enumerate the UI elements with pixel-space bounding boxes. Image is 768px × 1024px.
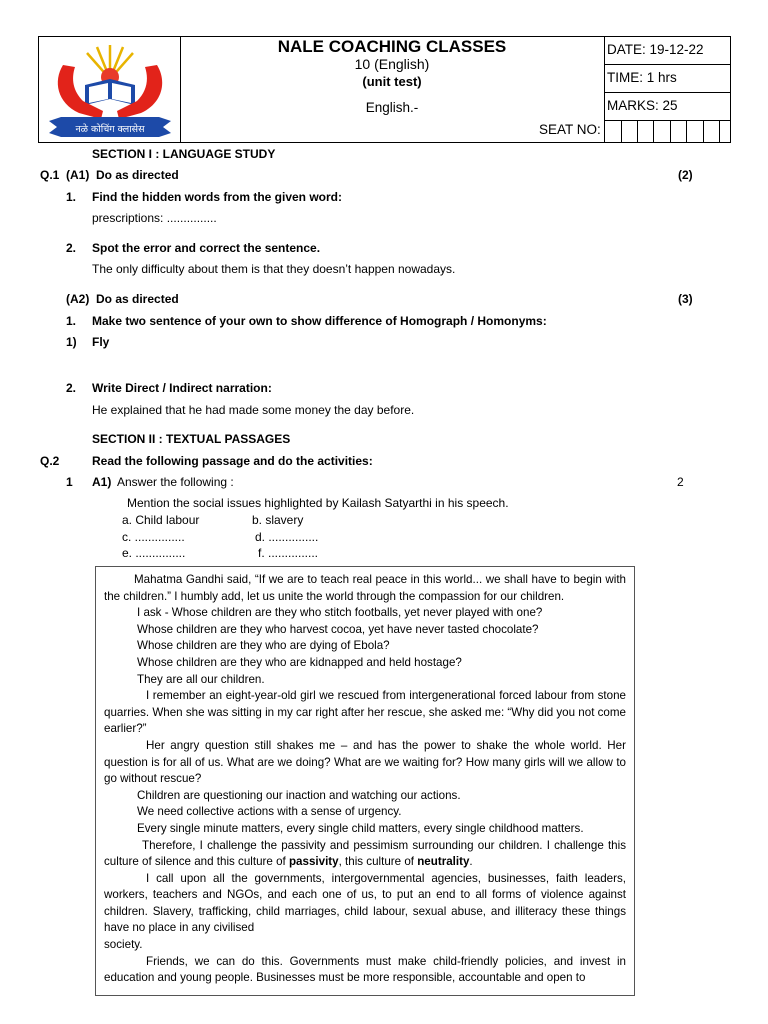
passage-text: , this culture of	[338, 855, 418, 869]
a2-label: (A2)	[66, 292, 90, 306]
section-2-title: SECTION II : TEXTUAL PASSAGES	[92, 432, 291, 446]
passage-paragraph: Every single minute matters, every single child matters, every single childhood matters.	[137, 821, 584, 835]
date-label: DATE: 19-12-22	[607, 42, 704, 57]
q2-instruction: Mention the social issues highlighted by Kailash Satyarthi in his speech.	[127, 496, 509, 510]
passage-text: .	[469, 855, 473, 869]
time-label: TIME: 1 hrs	[607, 70, 677, 85]
school-logo	[45, 41, 175, 139]
item-2-question: Spot the error and correct the sentence.	[92, 241, 321, 255]
item-1-answer: prescriptions: ...............	[92, 211, 217, 225]
a1-label: (A1)	[66, 168, 90, 182]
passage-paragraph: They are all our children.	[137, 672, 265, 686]
a2-item-2-number: 2.	[66, 381, 77, 395]
q2-item-number: 1	[66, 475, 73, 489]
option-d: d. ...............	[255, 530, 319, 544]
test-type: (unit test)	[362, 74, 422, 89]
passage-paragraph: I call upon all the governments, intergovernmental agencies, businesses, faith leaders, workers, teachers and NGOs, and each one of us, to put an end to all forms of violence against children. Slavery, trafficking, child marriages, child labour, sexual abuse, and illiteracy these things have no place in any civilised	[104, 871, 626, 935]
passage-paragraph: Children are questioning our inaction and watching our actions.	[137, 788, 461, 802]
a2-sub-word: Fly	[92, 335, 110, 349]
option-c: c. ...............	[122, 530, 185, 544]
section-1-title: SECTION I : LANGUAGE STUDY	[92, 147, 276, 161]
class-label: 10 (English)	[354, 56, 430, 72]
q2-a1-label: A1)	[92, 475, 112, 489]
item-1-number: 1.	[66, 190, 77, 204]
passage-paragraph: Whose children are they who are kidnapped and held hostage?	[137, 655, 462, 669]
logo-text: नळे कोचिंग क्लासेस	[75, 124, 145, 135]
seat-label: SEAT NO:	[539, 122, 601, 137]
option-e: e. ...............	[122, 546, 186, 560]
passage-paragraph: Friends, we can do this. Governments must make child-friendly policies, and invest in education and young people. Businesses must be more responsible, accountable and open to	[104, 954, 626, 985]
passage-box	[95, 566, 635, 996]
item-2-number: 2.	[66, 241, 77, 255]
a2-sub-number: 1)	[66, 335, 77, 349]
q2-number: Q.2	[40, 454, 60, 468]
option-b: b. slavery	[252, 513, 304, 527]
a1-title: Do as directed	[96, 168, 179, 182]
passage-bold-word: neutrality	[417, 855, 470, 869]
passage-paragraph: We need collective actions with a sense of urgency.	[137, 805, 402, 819]
q2-a1-title: Answer the following :	[117, 475, 234, 489]
a1-marks: (2)	[678, 168, 693, 182]
passage-paragraph: Whose children are they who are dying of Ebola?	[137, 639, 390, 653]
a2-item-1-question: Make two sentence of your own to show difference of Homograph / Homonyms:	[92, 314, 547, 328]
passage-paragraph: Mahatma Gandhi said, “If we are to teach real peace in this world... we shall have to begin with the children.” I humbly add, let us unite the world through the compassion for our children.	[104, 573, 626, 603]
a2-item-2-question: Write Direct / Indirect narration:	[92, 381, 272, 395]
school-name: NALE COACHING CLASSES	[277, 37, 507, 56]
q1-number: Q.1	[40, 168, 60, 182]
passage-text: Therefore, I challenge the passivity and pessimism surrounding our children. I challenge this culture of silence and this culture of	[104, 838, 626, 869]
passage-paragraph: society.	[104, 938, 143, 952]
a2-title: Do as directed	[96, 292, 179, 306]
a2-marks: (3)	[678, 292, 693, 306]
q2-a1-marks: 2	[677, 475, 684, 489]
passage-paragraph: I remember an eight-year-old girl we rescued from intergenerational forced labour from stone quarries. When she was sitting in my car right after her rescue, she asked me: “Why did you not come earlier?”	[104, 689, 626, 736]
item-2-answer: The only difficulty about them is that they doesn’t happen nowadays.	[92, 262, 456, 276]
option-a: a. Child labour	[122, 513, 200, 527]
passage-paragraph: Her angry question still shakes me – and has the power to shake the whole world. Her question is for all of us. What are we doing? What are we waiting for? How many girls will we allow to go without rescue?	[104, 738, 626, 786]
passage-paragraph: I ask - Whose children are they who stitch footballs, yet never played with one?	[137, 606, 543, 620]
option-f: f. ...............	[258, 546, 319, 560]
header-table	[38, 36, 731, 143]
marks-label: MARKS: 25	[607, 98, 678, 113]
passage-paragraph: Whose children are they who harvest cocoa, yet have never tasted chocolate?	[137, 622, 539, 636]
subject-label: English.-	[365, 100, 419, 115]
passage-paragraph	[104, 838, 626, 871]
item-1-question: Find the hidden words from the given word:	[92, 190, 342, 204]
a2-item-1-number: 1.	[66, 314, 77, 328]
a2-item-2-answer: He explained that he had made some money the day before.	[92, 403, 415, 417]
q2-title: Read the following passage and do the activities:	[92, 454, 373, 468]
passage-bold-word: passivity	[288, 855, 339, 869]
